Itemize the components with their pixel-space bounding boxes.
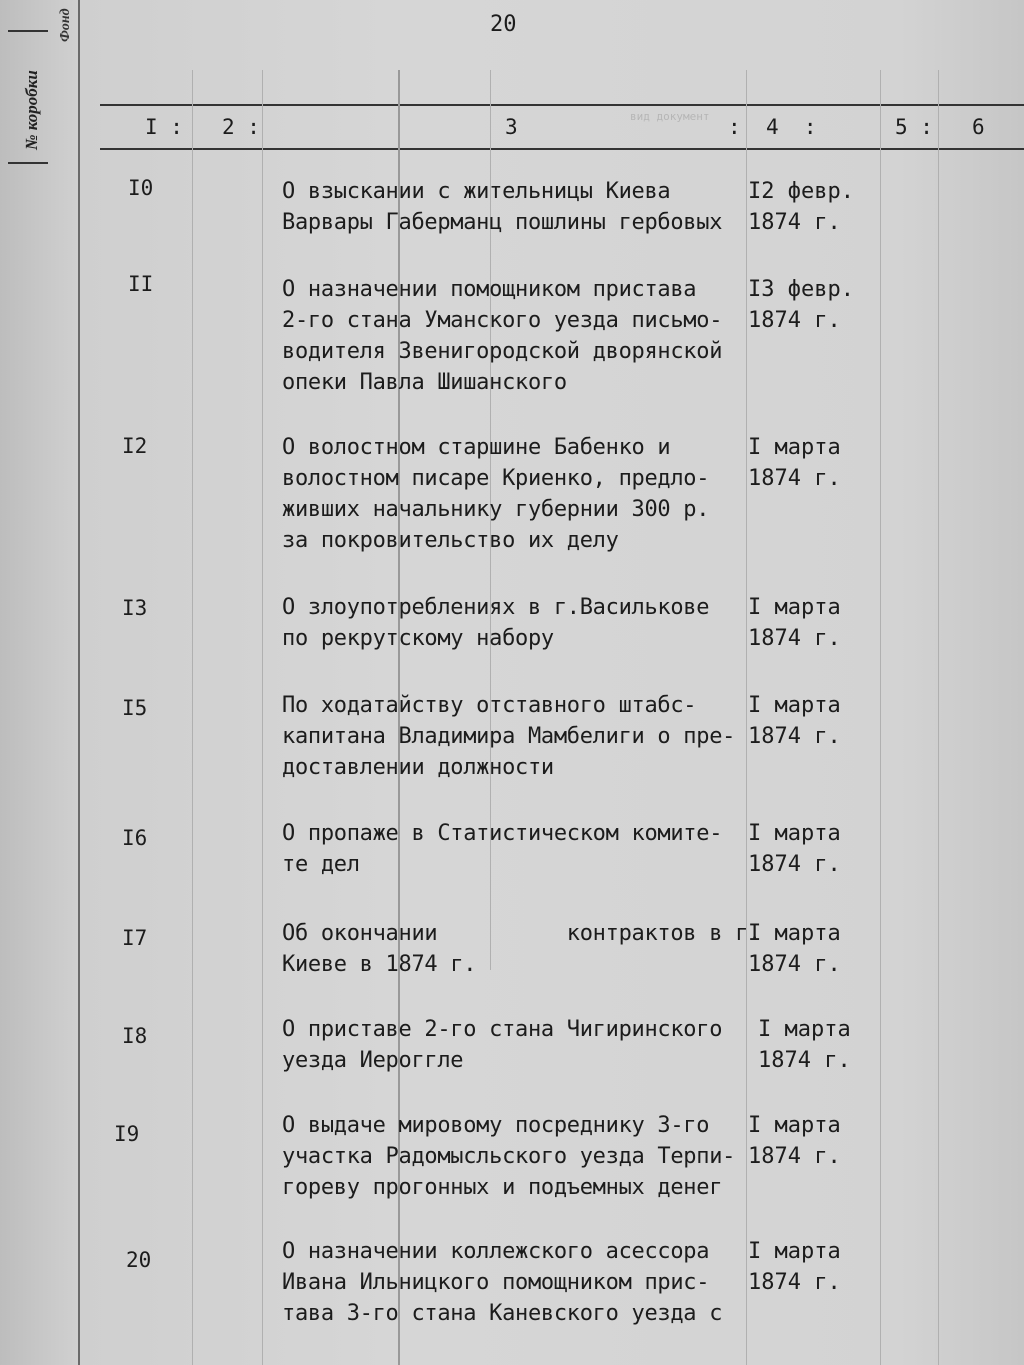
desc-line: по рекрутскому набору [282,626,554,651]
fond-label: Фонд [58,8,73,42]
row-number: I9 [114,1122,140,1146]
desc-line: О назначении помощником пристава [282,277,697,302]
date-line: 1874 г. [748,308,841,333]
date-line: I марта [748,1113,841,1138]
binder-margin [0,0,80,1365]
header-rule-bottom [100,148,1024,150]
date-line: I марта [748,821,841,846]
row-date [758,1014,851,1076]
header-col-4: : 4 : [728,115,817,139]
row-description [282,1236,722,1329]
row-number: I5 [122,696,148,720]
row-date [748,592,841,654]
desc-line: уезда Иероггле [282,1048,464,1073]
date-line: 1874 г. [748,852,841,877]
row-description [282,690,735,783]
date-line: 1874 г. [748,1144,841,1169]
row-date [748,818,841,880]
row-date [748,176,854,238]
column-line [880,70,881,1365]
desc-line: опеки Павла Шишанского [282,370,567,395]
desc-line: участка Радомысльского уезда Терпи- [282,1144,736,1169]
column-line [746,70,747,1365]
row-description [282,592,709,654]
desc-line: доставлении должности [282,755,554,780]
date-line: 1874 г. [748,210,841,235]
column-line [192,70,193,1365]
row-description [282,176,722,238]
header-col-5: 5 : [895,115,933,139]
desc-line: живших начальнику губернии 300 р. [282,497,710,522]
row-number: I0 [128,176,154,200]
row-number: I3 [122,596,148,620]
row-number: I2 [122,434,148,458]
date-line: I марта [758,1017,851,1042]
desc-line: тава 3-го стана Каневского уезда с [282,1301,723,1326]
row-date [748,1236,841,1298]
date-line: I3 февр. [748,277,854,302]
header-rule-top [100,104,1024,106]
desc-line: Об окончании контрактов в г. [282,921,761,946]
row-number: I8 [122,1024,148,1048]
date-line: 1874 г. [748,1270,841,1295]
row-date [748,918,841,980]
desc-line: О назначении коллежского асессора [282,1239,710,1264]
row-description [282,1014,722,1076]
date-line: 1874 г. [748,626,841,651]
header-col-1: I : [145,115,183,139]
desc-line: О пропаже в Статистическом комите- [282,821,723,846]
desc-line: 2-го стана Уманского уезда письмо- [282,308,723,333]
row-number: I6 [122,826,148,850]
desc-line: волостном писаре Криенко, предло- [282,466,710,491]
desc-line: капитана Владимира Мамбелиги о пре- [282,724,736,749]
row-description [282,818,722,880]
row-description [282,1110,735,1203]
date-line: 1874 г. [748,724,841,749]
date-line: I марта [748,435,841,460]
date-line: I марта [748,1239,841,1264]
row-date [748,432,841,494]
date-line: I марта [748,921,841,946]
desc-line: Варвары Габерманц пошлины гербовых [282,210,723,235]
header-col-2: 2 : [222,115,260,139]
desc-line: Ивана Ильницкого помощником прис- [282,1270,710,1295]
desc-line: О волостном старшине Бабенко и [282,435,671,460]
header-col-3: 3 [505,115,518,139]
header-faint-text: вид документ [630,110,710,123]
date-line: 1874 г. [758,1048,851,1073]
header-col-6: 6 [972,115,985,139]
row-date [748,690,841,752]
desc-line: водителя Звенигородской дворянской [282,339,723,364]
page-number: 20 [490,12,517,37]
row-date [748,1110,841,1172]
date-line: I марта [748,595,841,620]
row-description [282,918,761,980]
desc-line: гореву прогонных и подъемных денег [282,1175,723,1200]
desc-line: О приставе 2-го стана Чигиринского [282,1017,723,1042]
desc-line: Киеве в 1874 г. [282,952,477,977]
desc-line: О взыскании с жительницы Киева [282,179,671,204]
date-line: I марта [748,693,841,718]
desc-line: По ходатайству отставного штабс- [282,693,697,718]
date-line: 1874 г. [748,952,841,977]
column-line [262,70,263,1365]
row-number: I7 [122,926,148,950]
date-line: 1874 г. [748,466,841,491]
row-date [748,274,854,336]
box-number-label: № коробки [22,70,41,150]
row-number: 20 [126,1248,152,1272]
desc-line: за покровительство их делу [282,528,619,553]
row-description [282,432,709,556]
desc-line: те дел [282,852,360,877]
date-line: I2 февр. [748,179,854,204]
column-line [938,70,939,1365]
desc-line: О выдаче мировому посреднику 3-го [282,1113,710,1138]
row-description [282,274,722,398]
row-number: II [128,272,154,296]
desc-line: О злоупотреблениях в г.Василькове [282,595,710,620]
